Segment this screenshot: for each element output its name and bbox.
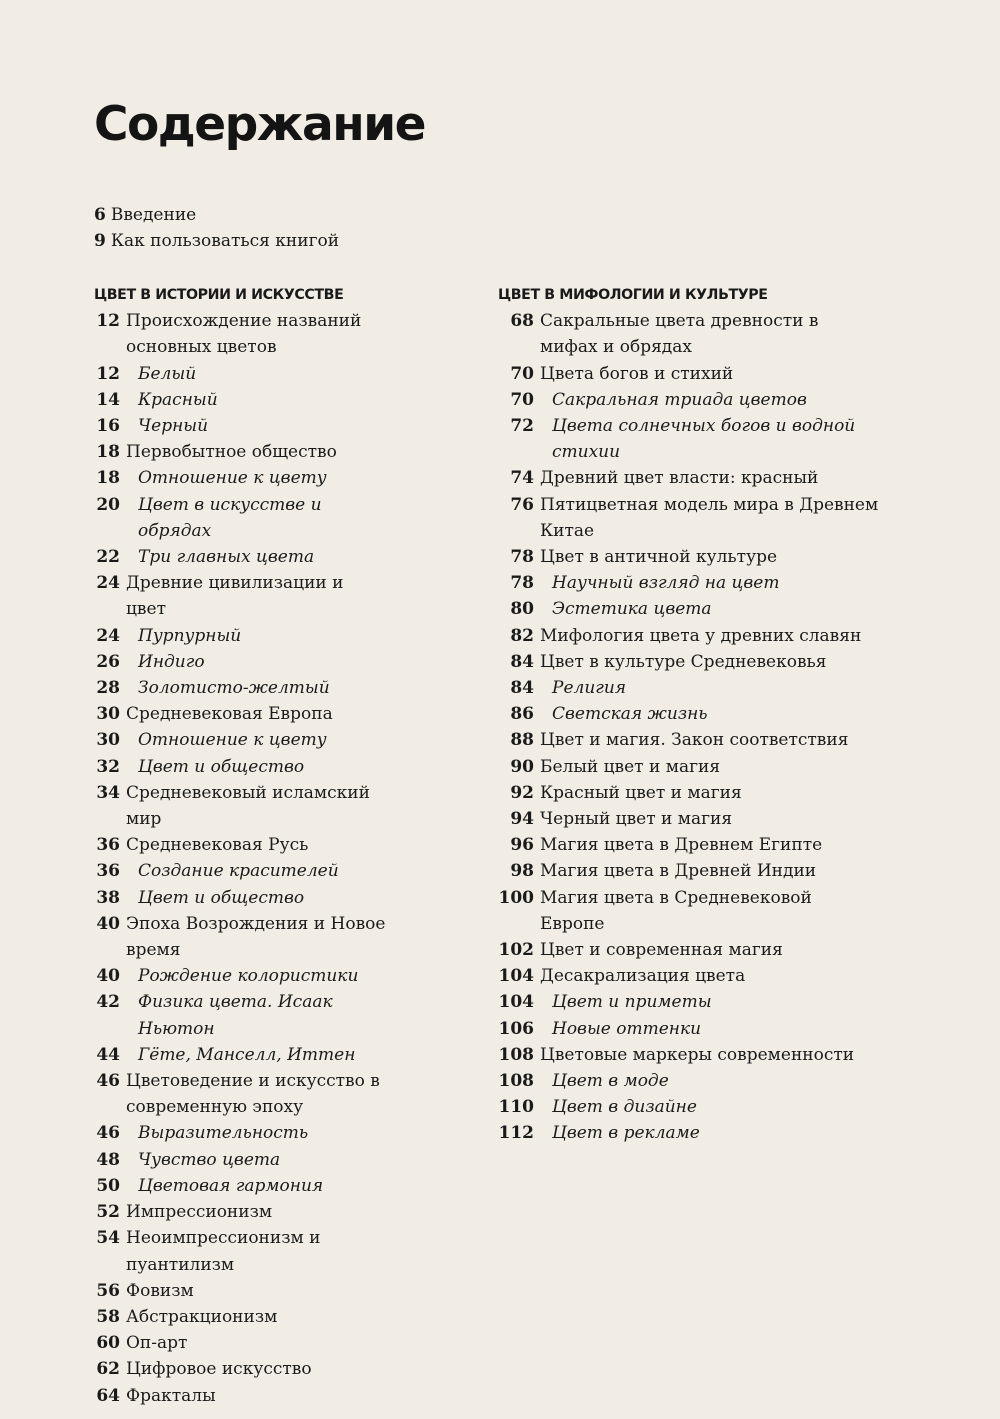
page-number: 24 bbox=[96, 625, 120, 646]
entry-label: Цвет и магия. Закон соответствия bbox=[540, 730, 849, 751]
intro-list bbox=[94, 202, 339, 254]
entry-label: Цвет в рекламе bbox=[552, 1123, 700, 1144]
page-number: 84 bbox=[510, 651, 534, 672]
entry-label: Черный bbox=[138, 416, 209, 436]
toc-entry[interactable] bbox=[94, 701, 388, 727]
page-number: 20 bbox=[96, 494, 120, 515]
entry-label: Пурпурный bbox=[138, 625, 242, 646]
page-number: 86 bbox=[510, 704, 534, 725]
entry-label: Рождение колористики bbox=[138, 966, 359, 987]
toc-subentry[interactable] bbox=[94, 1173, 388, 1199]
toc-entry[interactable] bbox=[94, 911, 388, 963]
page-number: 46 bbox=[96, 1123, 120, 1144]
toc-entry[interactable] bbox=[94, 1068, 388, 1120]
entry-label: Создание красителей bbox=[138, 861, 339, 882]
toc-subentry[interactable] bbox=[94, 413, 388, 439]
entry-label: Цвет и общество bbox=[138, 756, 305, 777]
entry-label: Абстракционизм bbox=[126, 1306, 278, 1327]
entry-label: Цветовая гармония bbox=[138, 1175, 324, 1196]
right-column bbox=[498, 282, 880, 1147]
page-number: 56 bbox=[96, 1280, 120, 1301]
entry-label: Древние цивилизации и цвет bbox=[126, 573, 344, 620]
toc-subentry[interactable] bbox=[498, 675, 880, 701]
toc-subentry[interactable] bbox=[94, 727, 388, 753]
entry-label: Новые оттенки bbox=[552, 1018, 702, 1039]
section-heading: ЦВЕТ В ИСТОРИИ И ИСКУССТВЕ bbox=[94, 287, 344, 303]
toc-subentry[interactable] bbox=[498, 701, 880, 727]
page-number: 94 bbox=[510, 809, 534, 830]
entry-label: Научный взгляд на цвет bbox=[552, 573, 780, 594]
toc-entry[interactable] bbox=[94, 202, 339, 228]
entry-label: Светская жизнь bbox=[552, 704, 708, 725]
page-number: 76 bbox=[510, 494, 534, 515]
toc-entry[interactable] bbox=[94, 832, 388, 858]
entry-label: Пятицветная модель мира в Древнем Китае bbox=[540, 494, 879, 541]
entry-label: Красный цвет и магия bbox=[540, 782, 742, 803]
page-number: 44 bbox=[96, 1044, 120, 1065]
page-number: 18 bbox=[96, 442, 120, 463]
page-number: 70 bbox=[510, 389, 534, 410]
entry-label: Импрессионизм bbox=[126, 1202, 273, 1223]
entry-label: Цвет в моде bbox=[552, 1071, 669, 1092]
entry-label: Чувство цвета bbox=[138, 1149, 281, 1170]
toc-subentry[interactable] bbox=[498, 1016, 880, 1042]
page-number: 12 bbox=[96, 363, 120, 384]
toc-subentry[interactable] bbox=[94, 989, 388, 1041]
toc-entry[interactable] bbox=[498, 780, 880, 806]
entry-label: Средневековый исламский мир bbox=[126, 782, 370, 830]
entry-label: Цвет и современная магия bbox=[540, 940, 783, 961]
toc-entry[interactable] bbox=[94, 308, 388, 360]
entry-label: Средневековая Европа bbox=[126, 704, 333, 725]
entry-label: Цвет в античной культуре bbox=[540, 547, 778, 568]
toc-entry[interactable] bbox=[498, 544, 880, 570]
toc-entry[interactable] bbox=[498, 754, 880, 780]
toc-subentry[interactable] bbox=[498, 596, 880, 622]
entry-label: Индиго bbox=[138, 651, 205, 672]
page-number: 9 bbox=[94, 231, 106, 252]
entry-label: Сакральные цвета древности в мифах и обрядах bbox=[540, 311, 819, 358]
page-number: 34 bbox=[96, 782, 120, 803]
toc-subentry[interactable] bbox=[94, 649, 388, 675]
page-number: 48 bbox=[96, 1149, 120, 1170]
toc-entry[interactable] bbox=[498, 963, 880, 989]
page-number: 112 bbox=[498, 1123, 534, 1144]
toc-subentry[interactable] bbox=[94, 754, 388, 780]
toc-subentry[interactable] bbox=[94, 1120, 388, 1146]
page-number: 98 bbox=[510, 861, 534, 882]
page-number: 60 bbox=[96, 1333, 120, 1354]
toc-subentry[interactable] bbox=[94, 623, 388, 649]
page-number: 40 bbox=[96, 966, 120, 987]
toc-subentry[interactable] bbox=[498, 413, 880, 465]
entry-label: Три главных цвета bbox=[138, 547, 315, 568]
entry-label: Введение bbox=[110, 205, 197, 225]
toc-entry[interactable] bbox=[498, 858, 880, 884]
entry-label: Цвет и общество bbox=[138, 887, 305, 908]
page-number: 18 bbox=[96, 468, 120, 489]
toc-entry[interactable] bbox=[94, 1199, 388, 1225]
page-number: 30 bbox=[96, 730, 120, 751]
entry-label: Отношение к цвету bbox=[138, 468, 327, 489]
toc-entry[interactable] bbox=[498, 623, 880, 649]
entry-label: Физика цвета. Исаак Ньютон bbox=[138, 992, 333, 1039]
toc-entry[interactable] bbox=[94, 1278, 388, 1304]
toc-subentry[interactable] bbox=[94, 675, 388, 701]
entry-label: Древний цвет власти: красный bbox=[540, 468, 819, 489]
page-number: 36 bbox=[96, 861, 120, 882]
entry-label: Черный цвет и магия bbox=[540, 809, 733, 830]
page-number: 38 bbox=[96, 887, 120, 908]
toc-subentry[interactable] bbox=[94, 465, 388, 491]
page-number: 52 bbox=[96, 1202, 120, 1223]
page-number: 6 bbox=[94, 205, 106, 225]
toc-entry[interactable] bbox=[498, 885, 880, 937]
toc-subentry[interactable] bbox=[498, 570, 880, 596]
entry-label: Происхождение названий основных цветов bbox=[126, 311, 362, 358]
page-number: 14 bbox=[96, 389, 120, 410]
page-number: 40 bbox=[96, 913, 120, 934]
page-number: 46 bbox=[96, 1071, 120, 1092]
page-number: 42 bbox=[96, 992, 120, 1013]
entry-label: Первобытное общество bbox=[126, 442, 337, 463]
entry-label: Цвет в культуре Средневековья bbox=[540, 651, 827, 672]
toc-entry[interactable] bbox=[498, 492, 880, 544]
entry-label: Магия цвета в Древней Индии bbox=[540, 861, 817, 882]
toc-entry[interactable] bbox=[498, 1042, 880, 1068]
entry-label: Цвет в искусстве и обрядах bbox=[138, 494, 322, 541]
toc-subentry[interactable] bbox=[94, 1042, 388, 1068]
page-number: 102 bbox=[498, 940, 534, 961]
page-number: 12 bbox=[96, 311, 120, 332]
toc-entry[interactable] bbox=[94, 228, 339, 254]
entry-label: Как пользоваться книгой bbox=[110, 231, 340, 252]
entry-label: Средневековая Русь bbox=[126, 835, 309, 856]
left-column bbox=[94, 282, 388, 1409]
entry-label: Цвет и приметы bbox=[552, 992, 712, 1013]
entry-label: Отношение к цвету bbox=[138, 730, 327, 751]
toc-entry[interactable] bbox=[498, 465, 880, 491]
entry-label: Мифология цвета у древних славян bbox=[540, 625, 862, 646]
page-number: 68 bbox=[510, 311, 534, 332]
page-number: 16 bbox=[96, 416, 120, 436]
page-number: 108 bbox=[498, 1071, 534, 1092]
page-number: 22 bbox=[96, 547, 120, 568]
entry-label: Цветовые маркеры современности bbox=[540, 1044, 855, 1065]
toc-subentry[interactable] bbox=[498, 1120, 880, 1146]
entry-label: Красный bbox=[138, 389, 218, 410]
page-number: 104 bbox=[498, 992, 534, 1013]
page-number: 84 bbox=[510, 678, 534, 699]
entry-label: Золотисто-желтый bbox=[138, 678, 330, 699]
page-number: 72 bbox=[510, 416, 534, 436]
page-number: 54 bbox=[96, 1228, 120, 1249]
page-number: 64 bbox=[96, 1385, 120, 1406]
page-number: 32 bbox=[96, 756, 120, 777]
page-number: 28 bbox=[96, 678, 120, 699]
entry-label: Цвета богов и стихий bbox=[540, 363, 734, 384]
entry-label: Десакрализация цвета bbox=[540, 966, 746, 987]
toc-subentry[interactable] bbox=[94, 361, 388, 387]
entry-label: Фракталы bbox=[126, 1385, 216, 1406]
entry-label: Гёте, Манселл, Иттен bbox=[138, 1044, 356, 1065]
entry-label: Цветоведение и искусство в современную эпоху bbox=[126, 1071, 380, 1118]
page-number: 70 bbox=[510, 363, 534, 384]
toc-entry[interactable] bbox=[498, 727, 880, 753]
page-number: 58 bbox=[96, 1306, 120, 1327]
page-number: 24 bbox=[96, 573, 120, 594]
toc-entry[interactable] bbox=[498, 832, 880, 858]
toc-subentry[interactable] bbox=[498, 1068, 880, 1094]
page-number: 88 bbox=[510, 730, 534, 751]
entry-label: Цвет в дизайне bbox=[552, 1097, 697, 1118]
entry-label: Магия цвета в Средневековой Европе bbox=[540, 887, 812, 934]
entry-label: Белый bbox=[138, 363, 197, 384]
entry-label: Религия bbox=[552, 678, 627, 699]
entry-label: Сакральная триада цветов bbox=[552, 389, 807, 410]
toc-subentry[interactable] bbox=[498, 1094, 880, 1120]
page-number: 106 bbox=[498, 1018, 534, 1039]
page-number: 30 bbox=[96, 704, 120, 725]
toc-entry[interactable] bbox=[498, 937, 880, 963]
page-title: Содержание bbox=[94, 97, 426, 152]
toc-entry[interactable] bbox=[498, 361, 880, 387]
page-number: 78 bbox=[510, 573, 534, 594]
toc-subentry[interactable] bbox=[94, 1147, 388, 1173]
page-number: 110 bbox=[498, 1097, 534, 1118]
page-number: 104 bbox=[498, 966, 534, 987]
page-number: 78 bbox=[510, 547, 534, 568]
toc-subentry[interactable] bbox=[498, 387, 880, 413]
toc-subentry[interactable] bbox=[94, 492, 388, 544]
entry-label: Неоимпрессионизм и пуантилизм bbox=[126, 1228, 321, 1275]
page-number: 50 bbox=[96, 1175, 120, 1196]
entry-label: Эстетика цвета bbox=[552, 599, 712, 620]
toc-entry[interactable] bbox=[94, 1304, 388, 1330]
toc-entry[interactable] bbox=[498, 649, 880, 675]
toc-entry[interactable] bbox=[94, 439, 388, 465]
toc-entry[interactable] bbox=[94, 1330, 388, 1356]
toc-subentry[interactable] bbox=[94, 544, 388, 570]
toc-entry[interactable] bbox=[498, 308, 880, 360]
toc-entry[interactable] bbox=[94, 780, 388, 832]
toc-subentry[interactable] bbox=[94, 858, 388, 884]
toc-subentry[interactable] bbox=[498, 989, 880, 1015]
toc-entry[interactable] bbox=[94, 1356, 388, 1382]
section-heading: ЦВЕТ В МИФОЛОГИИ И КУЛЬТУРЕ bbox=[498, 287, 768, 303]
page-number: 108 bbox=[498, 1044, 534, 1065]
page-number: 92 bbox=[510, 782, 534, 803]
toc-entry[interactable] bbox=[94, 1383, 388, 1409]
entry-label: Фовизм bbox=[126, 1280, 194, 1301]
toc-entry[interactable] bbox=[94, 1225, 388, 1277]
page-number: 100 bbox=[498, 887, 534, 908]
entry-label: Выразительность bbox=[138, 1123, 309, 1144]
page-number: 62 bbox=[96, 1359, 120, 1380]
page-number: 80 bbox=[510, 599, 534, 620]
page-number: 90 bbox=[510, 756, 534, 777]
page-number: 96 bbox=[510, 835, 534, 856]
page-number: 74 bbox=[510, 468, 534, 489]
toc-subentry[interactable] bbox=[94, 387, 388, 413]
entry-label: Белый цвет и магия bbox=[540, 756, 721, 777]
entry-label: Цифровое искусство bbox=[126, 1359, 312, 1380]
toc-subentry[interactable] bbox=[94, 963, 388, 989]
page-number: 82 bbox=[510, 625, 534, 646]
entry-label: Оп-арт bbox=[126, 1333, 188, 1354]
entry-label: Эпоха Возрождения и Новое время bbox=[126, 913, 386, 961]
page-number: 26 bbox=[96, 651, 120, 672]
toc-entry[interactable] bbox=[498, 806, 880, 832]
entry-label: Цвета солнечных богов и водной стихии bbox=[552, 416, 856, 463]
toc-entry[interactable] bbox=[94, 570, 388, 622]
page-number: 36 bbox=[96, 835, 120, 856]
toc-subentry[interactable] bbox=[94, 885, 388, 911]
entry-label: Магия цвета в Древнем Египте bbox=[540, 835, 823, 856]
